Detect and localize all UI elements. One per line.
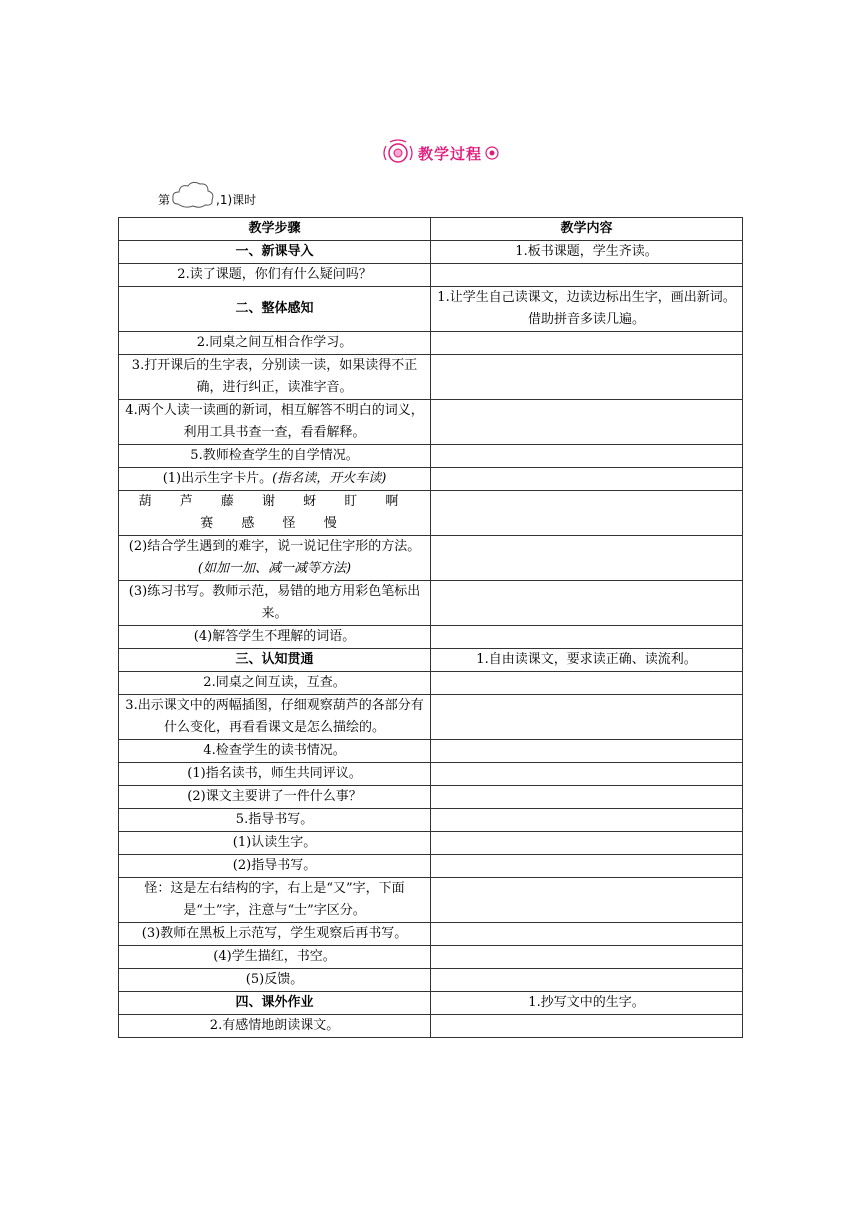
step-text: 一、新课导入	[235, 244, 314, 259]
table-row	[119, 287, 743, 332]
step-text: 3.出示课文中的两幅插图，仔细观察葫芦的各部分有什么变化，再看看课文是怎么描绘的。	[125, 698, 424, 735]
table-row	[119, 355, 743, 400]
table-row	[119, 468, 743, 491]
step-text: 怪：这是左右结构的字，右上是“又”字，下面是“土”字，注意与“士”字区分。	[144, 881, 405, 918]
step-text: 3.打开课后的生字表，分别读一读，如果读得不正确，进行纠正，读准字音。	[131, 358, 418, 395]
step-cell	[119, 626, 431, 649]
step-cell	[119, 855, 431, 878]
step-text: 四、课外作业	[235, 995, 314, 1010]
step-cell	[119, 332, 431, 355]
step-text: 2.有感情地朗读课文。	[209, 1018, 340, 1033]
table-row	[119, 923, 743, 946]
table-row	[119, 695, 743, 740]
table-row	[119, 536, 743, 581]
section-heading-cell	[119, 992, 431, 1015]
step-text: 4.检查学生的读书情况。	[203, 743, 346, 758]
section-heading-cell	[119, 241, 431, 264]
content-cell	[431, 332, 743, 355]
content-cell	[431, 581, 743, 626]
content-cell	[431, 992, 743, 1015]
step-text: (1)出示生字卡片。	[162, 471, 273, 486]
content-cell	[431, 672, 743, 695]
table-header-row	[119, 218, 743, 241]
section-header	[380, 138, 510, 168]
column-header-content: 教学内容	[431, 218, 743, 241]
table-row	[119, 241, 743, 264]
target-dot-icon	[485, 146, 499, 160]
content-cell	[431, 1015, 743, 1038]
step-text: (4)解答学生不理解的词语。	[193, 629, 356, 644]
step-text: (3)练习书写。教师示范，易错的地方用彩色笔标出来。	[128, 584, 421, 621]
step-cell	[119, 536, 431, 581]
table-row	[119, 786, 743, 809]
step-cell	[119, 969, 431, 992]
table-row	[119, 626, 743, 649]
step-text: 4.两个人读一读画的新词，相互解答不明白的词义，利用工具书查一查，看看解释。	[125, 403, 424, 440]
content-cell	[431, 878, 743, 923]
table-row	[119, 878, 743, 923]
step-cell	[119, 264, 431, 287]
table-row	[119, 672, 743, 695]
lesson-period-line	[158, 178, 256, 208]
table-row	[119, 763, 743, 786]
content-text: 1.抄写文中的生字。	[528, 995, 645, 1010]
step-text: (2)课文主要讲了一件什么事？	[187, 789, 362, 804]
content-cell	[431, 946, 743, 969]
content-cell	[431, 649, 743, 672]
content-cell	[431, 832, 743, 855]
table-row	[119, 581, 743, 626]
step-cell	[119, 832, 431, 855]
content-cell	[431, 786, 743, 809]
step-note: (指名读，开火车读)	[272, 471, 387, 486]
content-cell	[431, 287, 743, 332]
content-cell	[431, 536, 743, 581]
table-row	[119, 855, 743, 878]
step-text: 二、整体感知	[235, 301, 314, 316]
content-cell	[431, 445, 743, 468]
content-cell	[431, 855, 743, 878]
content-cell	[431, 400, 743, 445]
step-cell	[119, 491, 431, 536]
step-text: (1)认读生字。	[232, 835, 317, 850]
table-row	[119, 832, 743, 855]
content-text: 1.让学生自己读课文，边读边标出生字，画出新词。借助拼音多读几遍。	[437, 290, 736, 327]
step-text: (5)反馈。	[245, 972, 304, 987]
step-cell	[119, 581, 431, 626]
table-row	[119, 992, 743, 1015]
table-row	[119, 740, 743, 763]
content-cell	[431, 969, 743, 992]
step-text: 2.同桌之间互相合作学习。	[196, 335, 353, 350]
content-cell	[431, 355, 743, 400]
step-text: (2)结合学生遇到的难字，说一说记住字形的方法。	[128, 539, 421, 554]
table-row	[119, 809, 743, 832]
step-cell	[119, 355, 431, 400]
step-cell	[119, 400, 431, 445]
content-cell	[431, 468, 743, 491]
content-cell	[431, 626, 743, 649]
step-cell	[119, 695, 431, 740]
section-heading-cell	[119, 649, 431, 672]
content-cell	[431, 241, 743, 264]
step-cell	[119, 923, 431, 946]
step-note: (如加一加、减一减等方法)	[197, 561, 352, 576]
content-cell	[431, 264, 743, 287]
step-cell	[119, 445, 431, 468]
table-row	[119, 332, 743, 355]
step-text: 2.读了课题，你们有什么疑问吗？	[177, 267, 372, 282]
section-heading-cell	[119, 287, 431, 332]
lesson-suffix: ,1)课时	[216, 193, 257, 207]
step-text: (3)教师在黑板上示范写，学生观察后再书写。	[141, 926, 408, 941]
step-text: 三、认知贯通	[235, 652, 314, 667]
table-row	[119, 649, 743, 672]
content-cell	[431, 923, 743, 946]
content-cell	[431, 809, 743, 832]
step-cell	[119, 809, 431, 832]
step-cell	[119, 786, 431, 809]
step-cell	[119, 878, 431, 923]
step-text: 2.同桌之间互读，互查。	[203, 675, 346, 690]
lesson-prefix: 第	[158, 193, 171, 207]
step-text: 5.教师检查学生的自学情况。	[190, 448, 359, 463]
step-text: (2)指导书写。	[232, 858, 317, 873]
column-header-steps: 教学步骤	[119, 218, 431, 241]
content-cell	[431, 695, 743, 740]
step-cell	[119, 468, 431, 491]
step-cell	[119, 946, 431, 969]
table-row	[119, 264, 743, 287]
step-cell	[119, 740, 431, 763]
step-cell	[119, 763, 431, 786]
table-row	[119, 491, 743, 536]
step-cell	[119, 672, 431, 695]
section-title: 教学过程	[418, 144, 483, 163]
content-cell	[431, 763, 743, 786]
step-text: 5.指导书写。	[235, 812, 314, 827]
content-text: 1.自由读课文，要求读正确、读流利。	[476, 652, 697, 667]
table-row	[119, 445, 743, 468]
flower-icon	[380, 138, 416, 168]
step-text: (1)指名读书，师生共同评议。	[187, 766, 362, 781]
content-text: 1.板书课题，学生齐读。	[515, 244, 658, 259]
step-text: (4)学生描红，书空。	[213, 949, 336, 964]
table-row	[119, 946, 743, 969]
teaching-plan-table	[118, 217, 743, 1038]
step-text: 葫 芦 藤 谢 蚜 盯 啊 赛 感 怪 慢	[138, 494, 411, 531]
table-row	[119, 969, 743, 992]
step-cell	[119, 1015, 431, 1038]
content-cell	[431, 740, 743, 763]
table-row	[119, 1015, 743, 1038]
table-row	[119, 400, 743, 445]
cloud-icon	[170, 180, 216, 210]
content-cell	[431, 491, 743, 536]
